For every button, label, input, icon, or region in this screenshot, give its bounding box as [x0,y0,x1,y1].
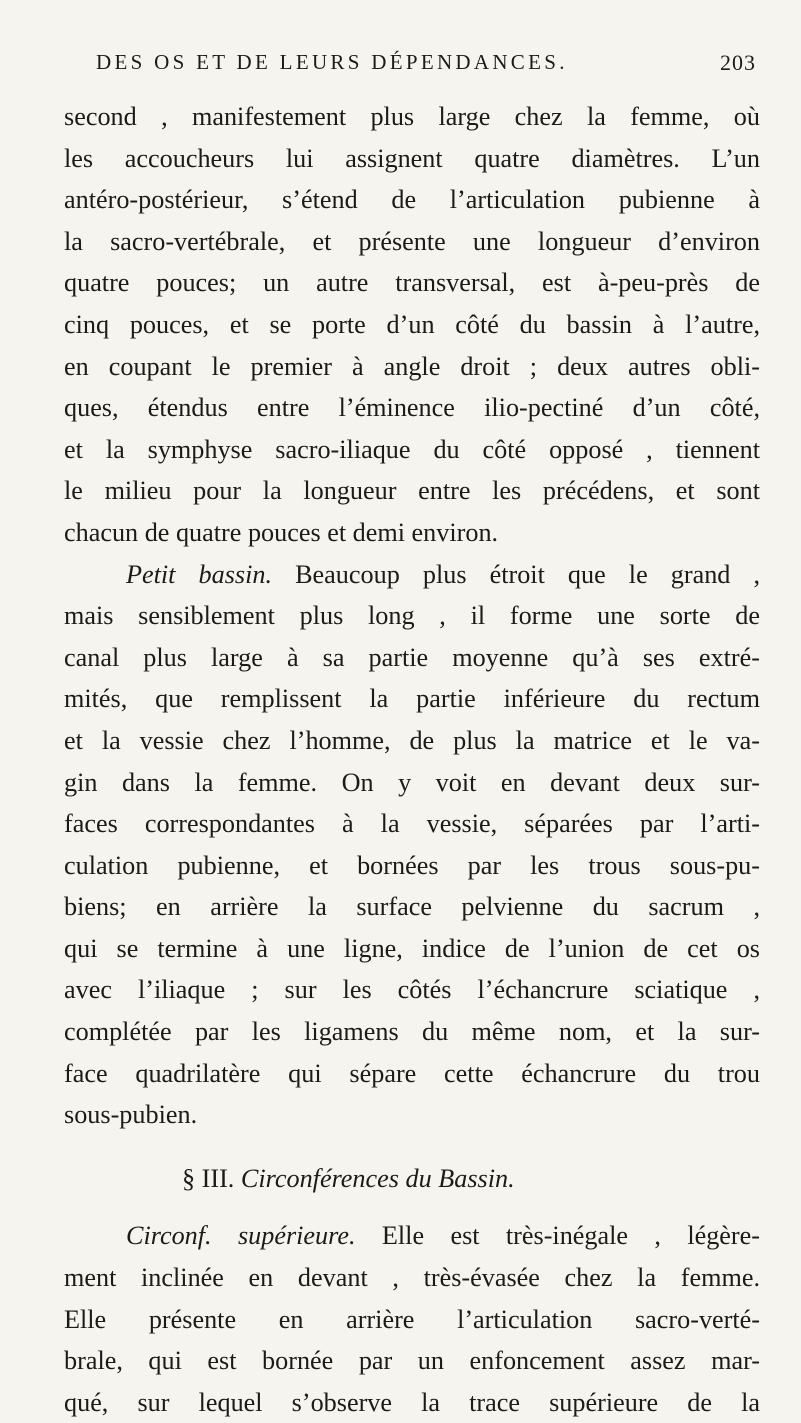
text-line [64,554,760,596]
text-line: brale, qui est bornée par un enfoncement assez mar- [64,1346,760,1376]
text-line: antéro-postérieur, s’étend de l’articulation pubienne à [64,185,760,215]
text-line: quatre pouces; un autre transversal, est à-peu-près de [64,268,760,298]
text-line: avec l’iliaque ; sur les côtés l’échancrure sciatique , [64,975,760,1005]
text-line: gin dans la femme. On y voit en devant deux sur- [64,767,760,797]
run-in-heading: Circonf. supérieure. [126,1221,356,1251]
text-line: mités, que remplissent la partie inférieure du rectum [64,684,760,714]
text-line: ment inclinée en devant , très-évasée chez la femme. [64,1263,760,1293]
text-line: qui se termine à une ligne, indice de l’union de cet os [64,933,760,963]
section-title: Circonférences du Bassin. [240,1163,515,1193]
text-line: sous-pubien. [64,1100,198,1130]
text-line: cinq pouces, et se porte d’un côté du bassin à l’autre, [64,309,760,339]
text-line: et la vessie chez l’homme, de plus la matrice et le va- [64,725,760,755]
text-line: complétée par les ligamens du même nom, et la sur- [64,1017,760,1047]
paragraph-2 [64,554,760,1136]
text-line: le milieu pour la longueur entre les précédens, et sont [64,476,760,506]
text-run: Beaucoup plus étroit que le grand , [272,559,761,589]
text-line: face quadrilatère qui sépare cette échancrure du trou [64,1058,760,1088]
section-heading [64,1158,760,1200]
run-in-heading: Petit bassin. [126,559,273,589]
text-line: Elle présente en arrière l’articulation sacro-verté- [64,1304,760,1334]
page-number: 203 [720,50,756,75]
text-line: la sacro-vertébrale, et présente une longueur d’environ [64,226,760,256]
text-run: Elle est très-inégale , légère- [355,1221,760,1251]
section-marker: § III. [182,1163,235,1193]
text-line: en coupant le premier à angle droit ; deux autres obli- [64,351,760,381]
text-line: chacun de quatre pouces et demi environ. [64,517,499,547]
running-head [96,50,756,86]
text-line: biens; en arrière la surface pelvienne du sacrum , [64,892,760,922]
text-line: ques, étendus entre l’éminence ilio-pectiné d’un côté, [64,393,760,423]
paragraph-3 [64,1215,760,1423]
text-line: faces correspondantes à la vessie, séparées par l’arti- [64,809,760,839]
text-line [64,1215,760,1257]
text-line: mais sensiblement plus long , il forme une sorte de [64,601,760,631]
body-text [64,96,760,1423]
paragraph-1 [64,96,760,554]
text-line: second , manifestement plus large chez la femme, où [64,102,760,131]
text-line: et la symphyse sacro-iliaque du côté opposé , tiennent [64,434,760,464]
text-line: les accoucheurs lui assignent quatre diamètres. L’un [64,143,760,173]
text-line: culation pubienne, et bornées par les trous sous-pu- [64,850,760,880]
running-title: DES OS ET DE LEURS DÉPENDANCES. [96,50,568,74]
text-line: qué, sur lequel s’observe la trace supérieure de la [64,1387,760,1417]
text-line: canal plus large à sa partie moyenne qu’à ses extré- [64,642,760,672]
